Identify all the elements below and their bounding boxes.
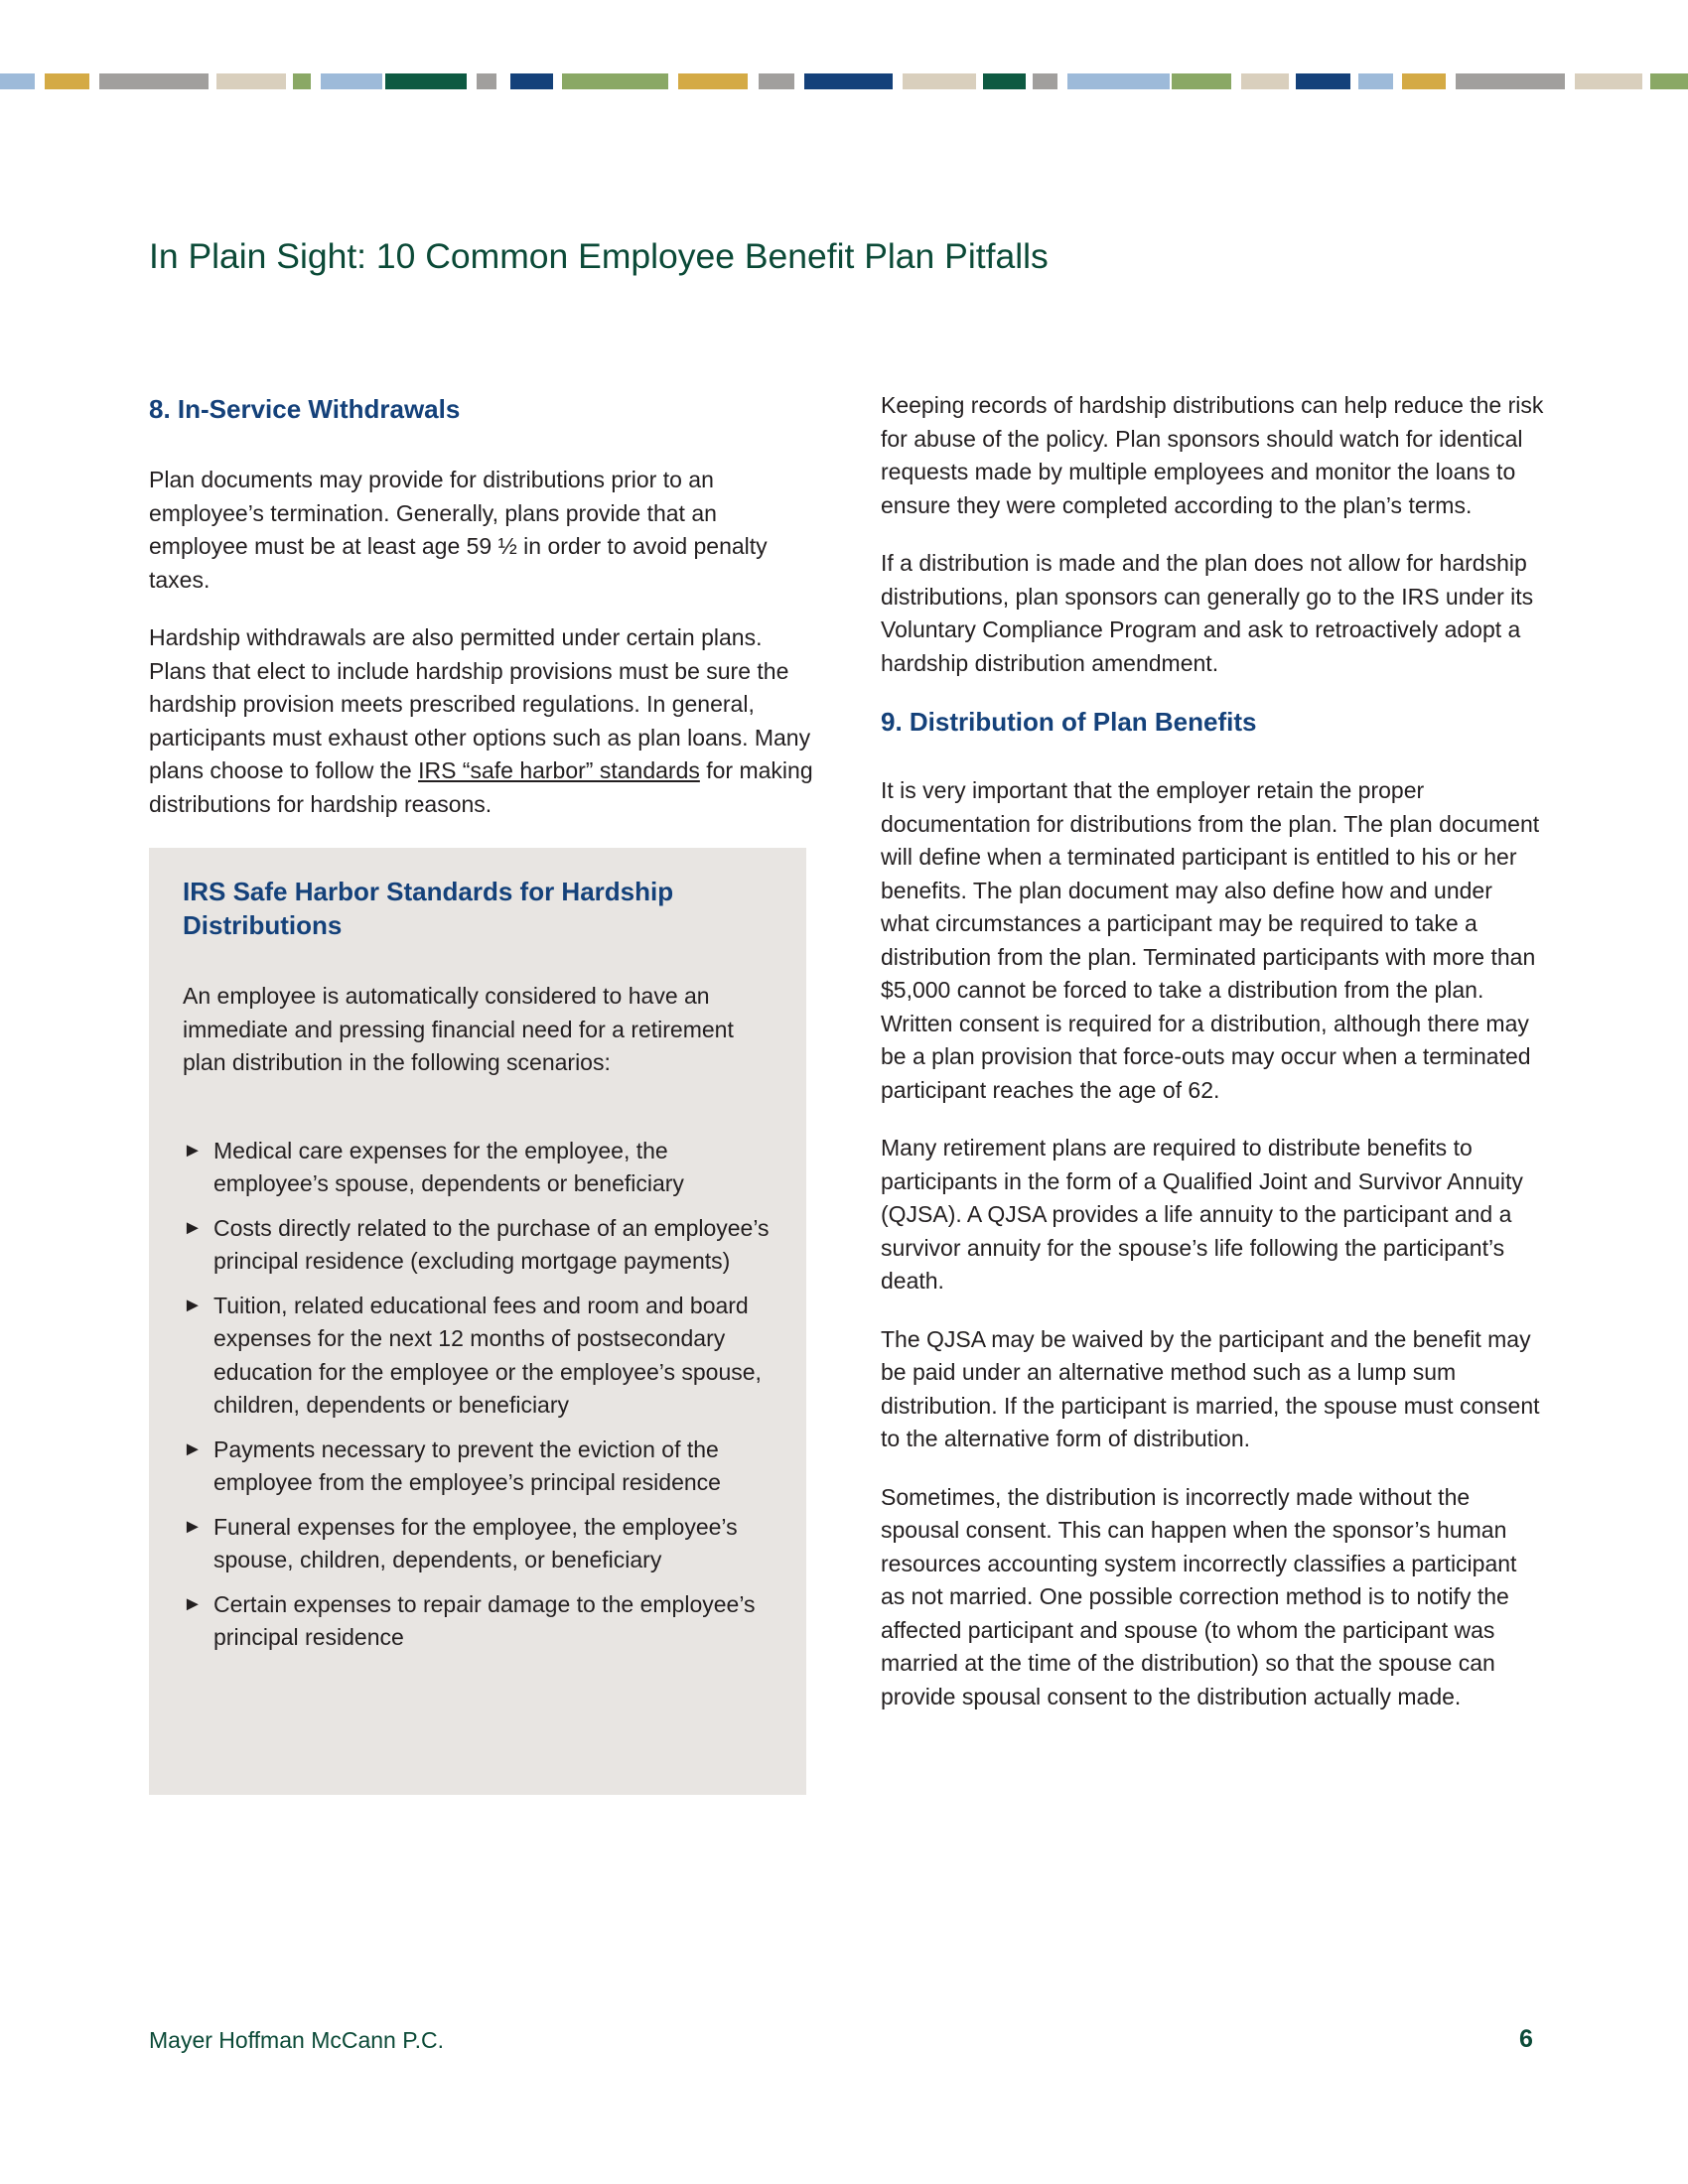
right-column bbox=[881, 389, 1546, 1738]
paragraph: Keeping records of hardship distributions can help reduce the risk for abuse of the policy. Plan sponsors should watch for identical requests made by multiple employees and monitor the loans to ensure they were completed according to the plan’s terms. bbox=[881, 392, 1544, 518]
page-title: In Plain Sight: 10 Common Employee Benefit Plan Pitfalls bbox=[149, 236, 1049, 276]
band-segment bbox=[562, 73, 668, 89]
list-item-text: Payments necessary to prevent the eviction of the employee from the employee’s principal residence bbox=[213, 1435, 721, 1495]
band-segment bbox=[0, 73, 35, 89]
list-item bbox=[183, 1290, 778, 1423]
paragraph: The QJSA may be waived by the participant and the benefit may be paid under an alternative method such as a lump sum distribution. If the participant is married, the spouse must consent to the alternative form of distribution. bbox=[881, 1325, 1540, 1451]
band-segment bbox=[477, 73, 496, 89]
bullet-arrow-icon: ► bbox=[183, 1139, 203, 1161]
band-segment bbox=[1650, 73, 1688, 89]
list-item bbox=[183, 1511, 778, 1577]
paragraph: It is very important that the employer retain the proper documentation for distributions from the plan. The plan document will define when a terminated participant is entitled to his or her benefits. The plan document may also define how and under what circumstances a participant may be required to take a distribution from the plan. Terminated participants with more than $5,000 cannot be forced to take a distribution from the plan. Written consent is required for a distribution, although there may be a plan provision that force-outs may occur when a terminated participant reaches the age of 62. bbox=[881, 777, 1540, 1103]
section-heading-in-service-withdrawals: 8. In-Service Withdrawals bbox=[149, 394, 461, 424]
band-segment bbox=[1067, 73, 1170, 89]
sidebar-box bbox=[149, 848, 806, 1795]
band-segment bbox=[99, 73, 209, 89]
page-number: 6 bbox=[1519, 2025, 1533, 2053]
bullet-arrow-icon: ► bbox=[183, 1216, 203, 1239]
sidebar-title: IRS Safe Harbor Standards for Hardship Distributions bbox=[183, 877, 674, 940]
band-segment bbox=[1358, 73, 1393, 89]
list-item-text: Tuition, related educational fees and room and board expenses for the next 12 months of postsecondary education for the employee or the employee’s spouse, children, dependents or beneficiary bbox=[213, 1292, 762, 1418]
band-segment bbox=[1033, 73, 1057, 89]
band-segment bbox=[903, 73, 976, 89]
sidebar-list bbox=[183, 1135, 778, 1655]
footer-firm-name: Mayer Hoffman McCann P.C. bbox=[149, 2027, 444, 2053]
band-segment bbox=[678, 73, 748, 89]
list-item-text: Costs directly related to the purchase of an employee’s principal residence (excluding mortgage payments) bbox=[213, 1214, 770, 1274]
list-item-text: Funeral expenses for the employee, the employee’s spouse, children, dependents, or beneficiary bbox=[213, 1513, 738, 1572]
bullet-arrow-icon: ► bbox=[183, 1515, 203, 1538]
sidebar-intro: An employee is automatically considered to have an immediate and pressing financial need for a retirement plan distribution in the following scenarios: bbox=[183, 983, 734, 1075]
list-item-text: Certain expenses to repair damage to the employee’s principal residence bbox=[213, 1590, 756, 1650]
band-segment bbox=[216, 73, 286, 89]
band-segment bbox=[293, 73, 311, 89]
section-heading-distribution-of-plan-benefits: 9. Distribution of Plan Benefits bbox=[881, 707, 1257, 737]
list-item bbox=[183, 1135, 778, 1201]
band-segment bbox=[804, 73, 893, 89]
paragraph: Many retirement plans are required to distribute benefits to participants in the form of a Qualified Joint and Survivor Annuity (QJSA). A QJSA provides a life annuity to the participant and a survivor annuity for the spouse’s life following the participant’s death. bbox=[881, 1135, 1523, 1294]
bullet-arrow-icon: ► bbox=[183, 1592, 203, 1615]
band-segment bbox=[759, 73, 794, 89]
paragraph: Plan documents may provide for distributions prior to an employee’s termination. Generally, plans provide that an employee must be at least age 59 ½ in order to avoid penalty taxes. bbox=[149, 467, 768, 593]
paragraph: Sometimes, the distribution is incorrectly made without the spousal consent. This can happen when the sponsor’s human resources accounting system incorrectly classifies a participant as not married. One possible correction method is to notify the affected participant and spouse (to whom the participant was married at the time of the distribution) so that the spouse can provide spousal consent to the distribution actually made. bbox=[881, 1483, 1517, 1709]
list-item bbox=[183, 1433, 778, 1500]
left-column bbox=[149, 392, 814, 846]
paragraph-text: Hardship withdrawals are also permitted under certain plans. Plans that elect to include hardship provisions must be sure the hardship provision meets prescribed regulations. In general, participants must exhaust other options such as plan loans. Many plans choose to follow the bbox=[149, 624, 811, 783]
list-item-text: Medical care expenses for the employee, the employee’s spouse, dependents or beneficiary bbox=[213, 1137, 684, 1196]
paragraph: If a distribution is made and the plan does not allow for hardship distributions, plan sponsors can generally go to the IRS under its Voluntary Compliance Program and ask to retroactively adopt a hardship distribution amendment. bbox=[881, 550, 1534, 676]
bullet-arrow-icon: ► bbox=[183, 1294, 203, 1316]
band-segment bbox=[321, 73, 382, 89]
band-segment bbox=[1241, 73, 1289, 89]
band-segment bbox=[45, 73, 89, 89]
band-segment bbox=[1296, 73, 1350, 89]
band-segment bbox=[510, 73, 553, 89]
bullet-arrow-icon: ► bbox=[183, 1437, 203, 1460]
band-segment bbox=[1575, 73, 1642, 89]
band-segment bbox=[983, 73, 1026, 89]
band-segment bbox=[1172, 73, 1231, 89]
paragraph bbox=[149, 621, 814, 821]
paragraph-text: for making distributions for hardship reasons. bbox=[149, 757, 813, 817]
decorative-color-band bbox=[0, 73, 1688, 89]
list-item bbox=[183, 1212, 778, 1279]
list-item bbox=[183, 1588, 778, 1655]
band-segment bbox=[385, 73, 467, 89]
band-segment bbox=[1456, 73, 1565, 89]
band-segment bbox=[1402, 73, 1446, 89]
irs-safe-harbor-link[interactable]: IRS “safe harbor” standards bbox=[418, 757, 700, 783]
